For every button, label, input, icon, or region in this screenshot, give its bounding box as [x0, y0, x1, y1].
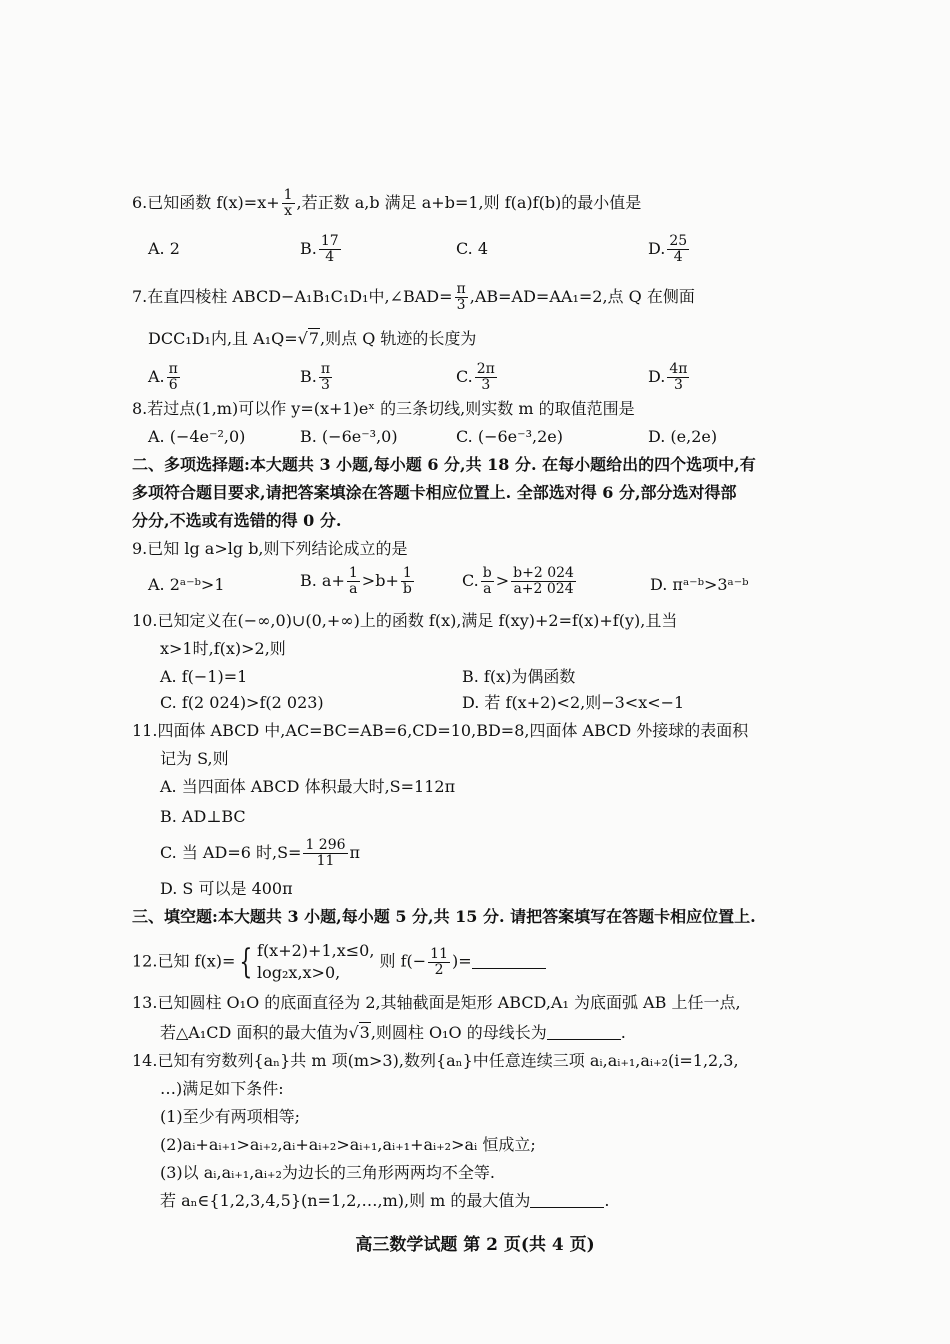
q9-option-c: C. $\frac{b}{a}$ > $\frac{b+2 024}{a+2 024}$ — [462, 565, 574, 597]
section2-line3: 分分,不选或有选错的得 0 分. — [132, 511, 342, 530]
q10-option-a: A. f(−1)=1 — [160, 667, 248, 686]
q9-option-b: B. a+ $\frac{1}{a}$ >b+ $\frac{1}{b}$ — [300, 565, 412, 597]
q8-option-d: D. (e,2e) — [648, 427, 718, 446]
q11-option-c: C. 当 AD=6 时,S= $\frac{1 296}{11}$ π — [160, 837, 361, 869]
q12-answer-blank[interactable] — [472, 952, 546, 969]
q11-option-b: B. AD⊥BC — [160, 807, 246, 826]
q13-stem-line2: 若△A₁CD 面积的最大值为√3,则圆柱 O₁O 的母线长为 . — [160, 1023, 626, 1042]
q8-option-b: B. (−6e⁻³,0) — [300, 427, 398, 446]
q9-stem: 9.已知 lg a>lg b,则下列结论成立的是 — [132, 539, 408, 558]
q10-stem-line2: x>1时,f(x)>2,则 — [160, 639, 286, 658]
q11-stem-line2: 记为 S,则 — [160, 749, 229, 768]
q14-stem-line1: 14.已知有穷数列{aₙ}共 m 项(m>3),数列{aₙ}中任意连续三项 aᵢ,aᵢ₊₁,aᵢ₊₂(i=1,2,3, — [132, 1051, 739, 1070]
q7-stem-line1: 7.在直四棱柱 ABCD−A₁B₁C₁D₁中,∠BAD= $\frac{\pi}{3}$ ,AB=AD=AA₁=2,点 Q 在侧面 — [132, 281, 695, 313]
q6-option-d: D. $\frac{25}{4}$ — [648, 233, 688, 265]
q14-condition-2: (2)aᵢ+aᵢ₊₁>aᵢ₊₂,aᵢ+aᵢ₊₂>aᵢ₊₁,aᵢ₊₁+aᵢ₊₂>aᵢ 恒成立; — [160, 1135, 536, 1154]
q11-stem-line1: 11.四面体 ABCD 中,AC=BC=AB=6,CD=10,BD=8,四面体 ABCD 外接球的表面积 — [132, 721, 749, 740]
q8-option-c: C. (−6e⁻³,2e) — [456, 427, 563, 446]
q6-option-b: B. $\frac{17}{4}$ — [300, 233, 339, 265]
q14-answer-blank[interactable] — [530, 1191, 604, 1208]
q13-stem-line1: 13.已知圆柱 O₁O 的底面直径为 2,其轴截面是矩形 ABCD,A₁ 为底面弧 AB 上任一点, — [132, 993, 741, 1012]
q14-condition-1: (1)至少有两项相等; — [160, 1107, 301, 1126]
q7-option-c: C. $\frac{2\pi}{3}$ — [456, 361, 495, 393]
q6-option-a: A. 2 — [148, 239, 180, 258]
q10-option-c: C. f(2 024)>f(2 023) — [160, 693, 324, 712]
q14-stem-line2: …)满足如下条件: — [160, 1079, 284, 1098]
q6-option-c: C. 4 — [456, 239, 489, 258]
page-footer: 高三数学试题 第 2 页(共 4 页) — [355, 1235, 595, 1255]
q14-condition-4: 若 aₙ∈{1,2,3,4,5}(n=1,2,…,m),则 m 的最大值为 . — [160, 1191, 610, 1210]
q6-frac: $\frac{1}{x}$ — [283, 187, 293, 219]
q7-option-d: D. $\frac{4\pi}{3}$ — [648, 361, 688, 393]
q10-stem-line1: 10.已知定义在(−∞,0)∪(0,+∞)上的函数 f(x),满足 f(xy)+2=f(x)+f(y),且当 — [132, 611, 678, 630]
section2-line1: 二、多项选择题:本大题共 3 小题,每小题 6 分,共 18 分. 在每小题给出的四个选项中,有 — [132, 455, 756, 474]
section3-line1: 三、填空题:本大题共 3 小题,每小题 5 分,共 15 分. 请把答案填写在答题卡相应位置上. — [132, 907, 756, 926]
q7-stem-line2: DCC₁D₁内,且 A₁Q=√7,则点 Q 轨迹的长度为 — [148, 329, 477, 348]
q7-option-b: B. $\frac{\pi}{3}$ — [300, 361, 331, 393]
q9-option-a: A. 2ᵃ⁻ᵇ>1 — [148, 575, 225, 594]
q10-option-b: B. f(x)为偶函数 — [462, 667, 576, 686]
q13-answer-blank[interactable] — [547, 1023, 621, 1040]
q14-condition-3: (3)以 aᵢ,aᵢ₊₁,aᵢ₊₂为边长的三角形两两均不全等. — [160, 1163, 496, 1182]
q7-option-a: A. $\frac{\pi}{6}$ — [148, 361, 178, 393]
q11-option-d: D. S 可以是 400π — [160, 879, 293, 898]
q6-stem: 6.已知函数 f(x)=x+ $\frac{1}{x}$ ,若正数 a,b 满足 a+b=1,则 f(a)f(b)的最小值是 — [132, 187, 642, 219]
q8-stem: 8.若过点(1,m)可以作 y=(x+1)eˣ 的三条切线,则实数 m 的取值范围是 — [132, 399, 635, 418]
q11-option-a: A. 当四面体 ABCD 体积最大时,S=112π — [160, 777, 456, 796]
q10-option-d: D. 若 f(x+2)<2,则−3<x<−1 — [462, 693, 685, 712]
q9-option-d: D. πᵃ⁻ᵇ>3ᵃ⁻ᵇ — [650, 575, 749, 594]
q12-stem: 12.已知 f(x)= { f(x+2)+1,x≤0, log₂x,x>0, 则 f(− $\frac{11}{2}$ )= — [132, 940, 546, 984]
section2-line2: 多项符合题目要求,请把答案填涂在答题卡相应位置上. 全部选对得 6 分,部分选对得部 — [132, 483, 737, 502]
q8-option-a: A. (−4e⁻²,0) — [148, 427, 246, 446]
